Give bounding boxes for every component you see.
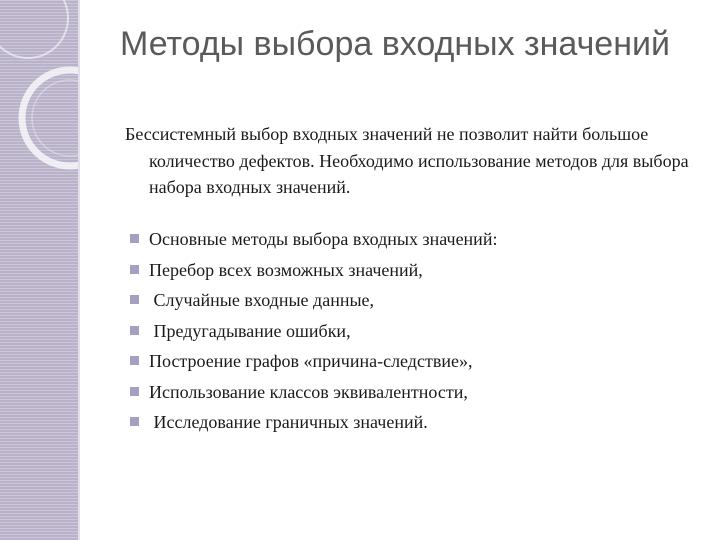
list-item [130,255,690,286]
list-item-text: Предугадывание ошибки, [149,320,351,341]
list-item [130,377,690,408]
list-item [130,285,690,316]
list-item-text: Использование классов эквивалентности, [149,381,468,402]
list-item-text: Основные методы выбора входных значений: [149,229,498,249]
list-item [130,346,690,377]
square-bullet-icon [130,234,139,243]
list-item [130,407,690,438]
sidebar-divider [78,0,80,540]
decorative-sidebar [0,0,80,540]
list-item-text: Исследование граничных значений. [149,412,428,432]
slide-title: Методы выбора входных значений [120,25,670,63]
list-item-text: Случайные входные данные, [149,290,375,310]
square-bullet-icon [130,387,139,396]
square-bullet-icon [130,326,139,335]
list-item [130,316,690,347]
square-bullet-icon [130,295,139,304]
intro-paragraph: Бессистемный выбор входных значений не позволит найти большое количество дефектов. Необходимо использование методов для выбора набора входных значений. [125,124,689,197]
decorative-rings [0,0,80,200]
list-item-text: Построение графов «причина-следствие», [149,351,473,371]
square-bullet-icon [130,265,139,274]
square-bullet-icon [130,356,139,365]
square-bullet-icon [130,417,139,426]
list-item-text: Перебор всех возможных значений, [149,259,423,280]
methods-list [130,224,690,438]
list-item [130,224,690,255]
